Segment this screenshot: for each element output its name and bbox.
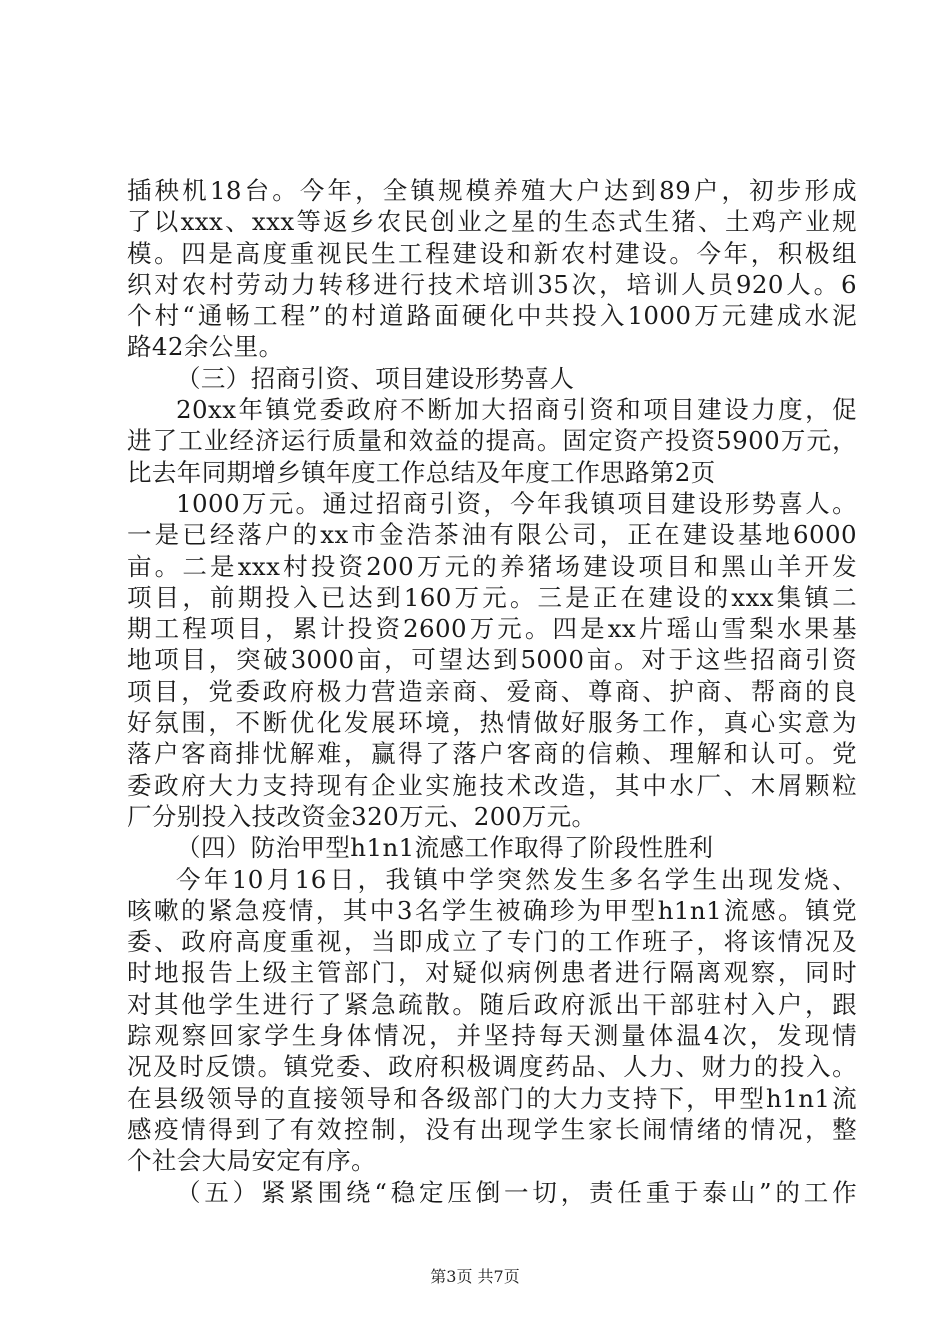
text-line: 对其他学生进行了紧急疏散。随后政府派出干部驻村入户，跟 <box>127 989 857 1019</box>
text-line: 插秧机18台。今年，全镇规模养殖大户达到89户，初步形成 <box>127 176 857 205</box>
text-line: 今年10月16日，我镇中学突然发生多名学生出现发烧、 <box>176 864 857 894</box>
text-line: （四）防治甲型h1n1流感工作取得了阶段性胜利 <box>176 833 714 863</box>
text-line: 感疫情得到了有效控制，没有出现学生家长闹情绪的情况，整 <box>127 1114 857 1144</box>
text-line: 好氛围，不断优化发展环境，热情做好服务工作，真心实意为 <box>127 708 857 738</box>
text-line: 了以xxx、xxx等返乡农民创业之星的生态式生猪、土鸡产业规 <box>127 207 857 237</box>
text-line: 一是已经落户的xx市金浩茶油有限公司，正在建设基地6000 <box>127 520 857 550</box>
text-line: 个村“通畅工程”的村道路面硬化中共投入1000万元建成水泥 <box>127 301 857 331</box>
text-line: 比去年同期增乡镇年度工作总结及年度工作思路第2页 <box>127 457 716 487</box>
text-line: 织对农村劳动力转移进行技术培训35次，培训人员920人。6 <box>127 269 857 299</box>
text-line: 进了工业经济运行质量和效益的提高。固定资产投资5900万元， <box>127 426 857 456</box>
text-line: 落户客商排忧解难，赢得了落户客商的信赖、理解和认可。党 <box>127 739 857 769</box>
text-line: 在县级领导的直接领导和各级部门的大力支持下，甲型h1n1流 <box>127 1083 857 1113</box>
text-line: 项目，党委政府极力营造亲商、爱商、尊商、护商、帮商的良 <box>127 676 857 706</box>
document-body <box>127 175 857 1208</box>
text-line: 1000万元。通过招商引资，今年我镇项目建设形势喜人。 <box>176 488 857 518</box>
text-line: （五）紧紧围绕“稳定压倒一切，责任重于泰山”的工作 <box>176 1177 857 1207</box>
text-line: 亩。二是xxx村投资200万元的养猪场建设项目和黑山羊开发 <box>127 551 857 581</box>
text-line: 模。四是高度重视民生工程建设和新农村建设。今年，积极组 <box>127 238 857 268</box>
page-footer: 第3页 共7页 <box>430 1267 520 1286</box>
text-line: 地项目，突破3000亩，可望达到5000亩。对于这些招商引资 <box>127 645 857 675</box>
text-line: 委政府大力支持现有企业实施技术改造，其中水厂、木屑颗粒 <box>127 770 857 800</box>
text-line: 厂分别投入技改资金320万元、200万元。 <box>127 801 597 831</box>
text-line: 路42余公里。 <box>127 332 284 362</box>
text-line: 期工程项目，累计投资2600万元。四是xx片瑶山雪梨水果基 <box>127 614 857 644</box>
text-line: 20xx年镇党委政府不断加大招商引资和项目建设力度，促 <box>176 395 857 425</box>
text-line: 时地报告上级主管部门，对疑似病例患者进行隔离观察，同时 <box>127 958 857 988</box>
text-line: （三）招商引资、项目建设形势喜人 <box>176 363 575 393</box>
text-line: 个社会大局安定有序。 <box>127 1146 376 1176</box>
text-line: 咳嗽的紧急疫情，其中3名学生被确珍为甲型h1n1流感。镇党 <box>127 895 857 925</box>
text-line: 委、政府高度重视，当即成立了专门的工作班子，将该情况及 <box>127 927 857 957</box>
text-line: 项目，前期投入已达到160万元。三是正在建设的xxx集镇二 <box>127 582 857 612</box>
text-line: 踪观察回家学生身体情况，并坚持每天测量体温4次，发现情 <box>127 1021 857 1051</box>
text-line: 况及时反馈。镇党委、政府积极调度药品、人力、财力的投入。 <box>127 1052 857 1082</box>
